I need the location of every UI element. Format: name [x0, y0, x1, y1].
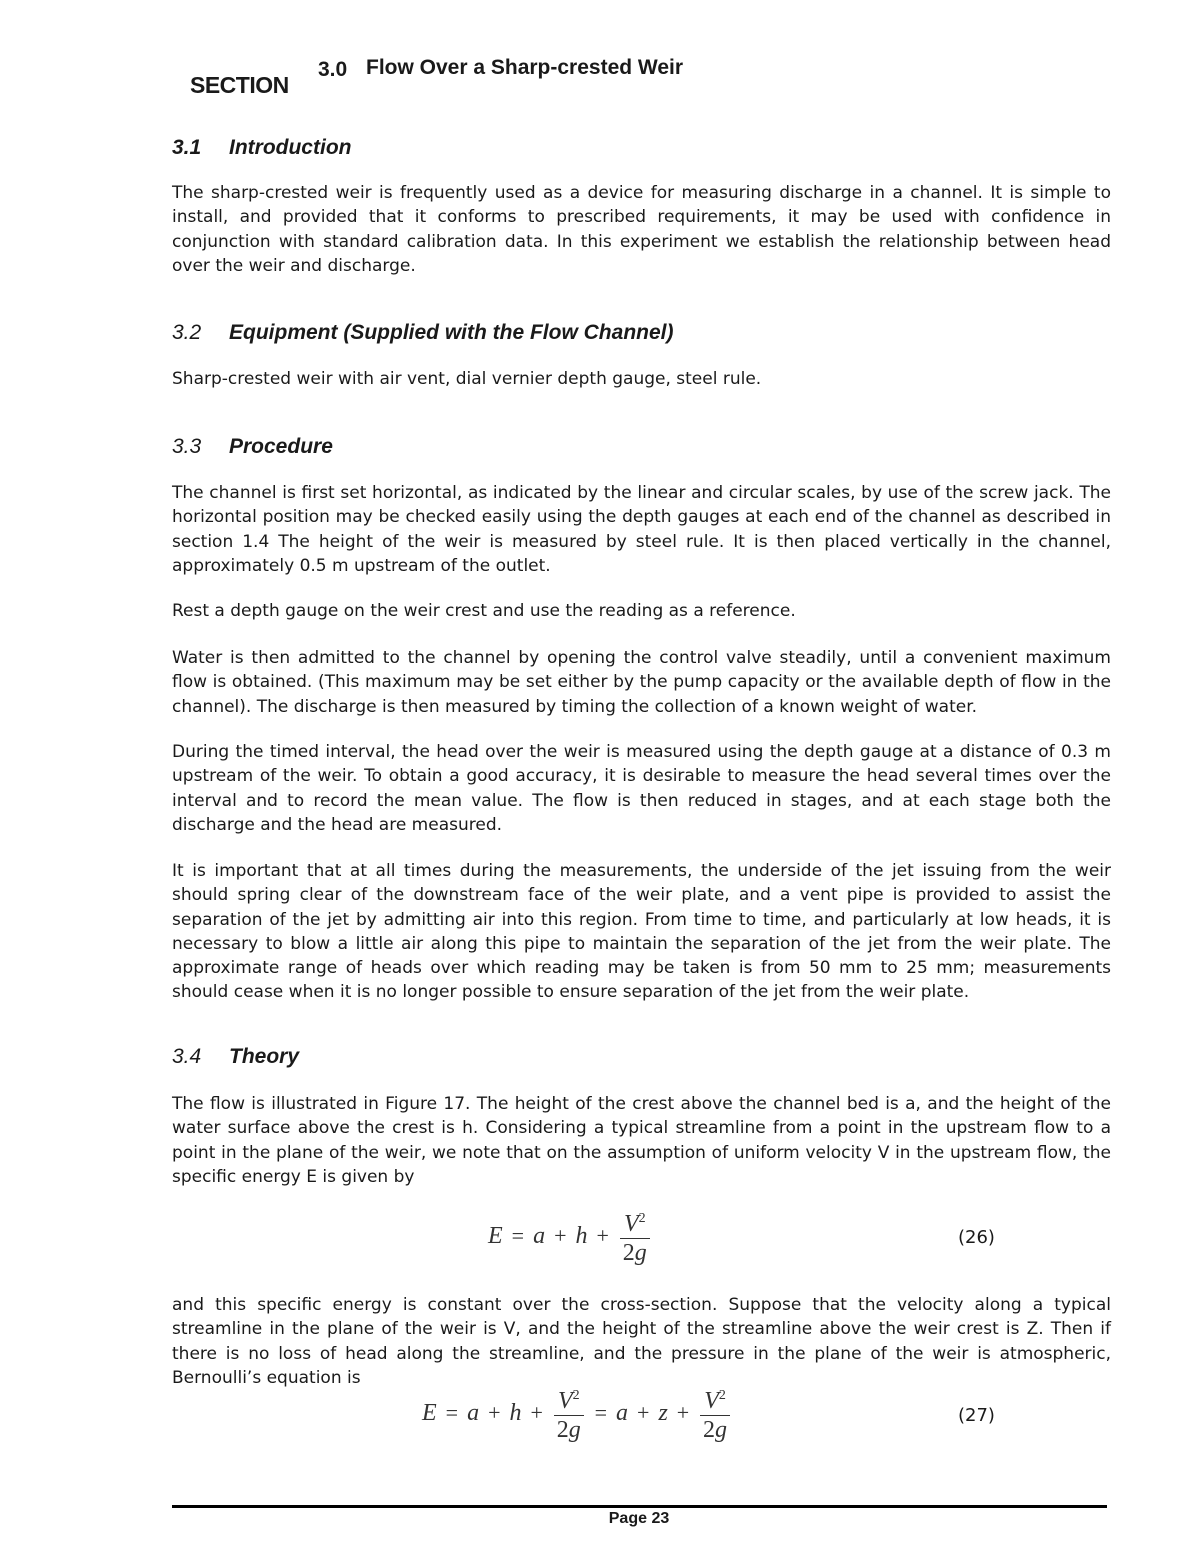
- chapter-title: Flow Over a Sharp-crested Weir: [366, 56, 684, 79]
- equation-26: [488, 1205, 652, 1267]
- eq-symbol: z: [658, 1399, 668, 1426]
- page-number: Page 23: [608, 1510, 670, 1527]
- eq-symbol: h: [509, 1399, 522, 1426]
- footer-rule: [172, 1505, 1107, 1508]
- fraction-denominator: [703, 1416, 727, 1444]
- eq-symbol: a: [533, 1222, 546, 1249]
- heading-number: 3.1: [172, 136, 202, 159]
- eq-symbol: V: [557, 1388, 573, 1414]
- paragraph-procedure-4: During the timed interval, the head over the weir is measured using the depth gauge at a distance of 0.3 m upstream of the weir. To obtain a good accuracy, it is desirable to measure the head several times over the interval and to record the mean value. The flow is then reduced in stages, and at each stage both the discharge and the head are measured.: [172, 742, 1111, 835]
- paragraph-procedure-3: Water is then admitted to the channel by opening the control valve steadily, until a convenient maximum flow is obtained. (This maximum may be set either by the pump capacity or the available depth of flow in the channel). The discharge is then measured by timing the collection of a known weight of water.: [172, 648, 1111, 717]
- fraction-numerator: [620, 1205, 650, 1239]
- eq-exponent: 2: [638, 1211, 646, 1226]
- fraction-denominator: [623, 1239, 647, 1267]
- heading-title: Theory: [229, 1045, 300, 1068]
- heading-theory: [172, 1045, 299, 1069]
- heading-title: Equipment (Supplied with the Flow Channel): [229, 321, 674, 344]
- eq-symbol: E: [422, 1399, 437, 1426]
- heading-procedure: [172, 435, 333, 459]
- eq-symbol: V: [704, 1388, 719, 1414]
- heading-title: Procedure: [229, 435, 333, 458]
- eq-exponent: 2: [572, 1388, 580, 1403]
- eq-symbol: g: [568, 1417, 581, 1443]
- eq-fraction: [554, 1382, 584, 1444]
- heading-number: 3.2: [172, 321, 202, 344]
- eq-symbol: h: [575, 1222, 588, 1249]
- paragraph-introduction: The sharp-crested weir is frequently used as a device for measuring discharge in a channel. It is simple to install, and provided that it conforms to prescribed requirements, it may be used with confidence in conjunction with standard calibration data. In this experiment we establish the relationship between head over the weir and discharge.: [172, 183, 1111, 276]
- eq-symbol: g: [715, 1417, 728, 1443]
- eq-symbol: E: [488, 1222, 503, 1249]
- eq-operator: +: [554, 1223, 567, 1248]
- eq-operator: =: [594, 1400, 608, 1425]
- heading-introduction: [172, 136, 351, 160]
- paragraph-equipment: Sharp-crested weir with air vent, dial vernier depth gauge, steel rule.: [172, 369, 762, 389]
- eq-operator: +: [676, 1400, 690, 1425]
- heading-title: Introduction: [229, 136, 352, 159]
- fraction-numerator: [554, 1382, 584, 1416]
- eq-symbol: a: [616, 1399, 629, 1426]
- equation-27: [422, 1382, 732, 1444]
- heading-number: 3.3: [172, 435, 202, 458]
- heading-number: 3.4: [172, 1045, 202, 1068]
- eq-symbol: 2: [622, 1240, 635, 1266]
- eq-symbol: 2: [556, 1417, 569, 1443]
- eq-operator: +: [596, 1223, 609, 1248]
- heading-equipment: [172, 321, 673, 345]
- chapter-number: 3.0: [318, 58, 348, 81]
- paragraph-theory-1: The flow is illustrated in Figure 17. The height of the crest above the channel bed is a, and the height of the water surface above the crest is h. Considering a typical streamline from a point in the upstream flow to a point in the plane of the weir, we note that on the assumption of uniform velocity V in the upstream flow, the specific energy E is given by: [172, 1094, 1111, 1187]
- eq-fraction: [700, 1382, 730, 1444]
- fraction-numerator: [700, 1382, 730, 1416]
- paragraph-theory-2: and this specific energy is constant over the cross-section. Suppose that the velocity along a typical streamline in the plane of the weir is V, and the height of the streamline above the weir crest is Z. Then if there is no loss of head along the streamline, and the pressure in the plane of the weir is atmospheric, Bernoulli’s equation is: [172, 1295, 1111, 1388]
- equation-number-27: (27): [958, 1405, 995, 1426]
- fraction-denominator: [557, 1416, 581, 1444]
- eq-symbol: V: [623, 1211, 639, 1237]
- equation-number-26: (26): [958, 1227, 995, 1248]
- paragraph-procedure-1: The channel is first set horizontal, as indicated by the linear and circular scales, by use of the screw jack. The horizontal position may be checked easily using the depth gauges at each end of the channel as described in section 1.4 The height of the weir is measured by steel rule. It is then placed vertically in the channel, approximately 0.5 m upstream of the outlet.: [172, 483, 1111, 576]
- eq-symbol: g: [634, 1240, 647, 1266]
- eq-operator: +: [637, 1400, 650, 1425]
- eq-exponent: 2: [718, 1388, 726, 1403]
- paragraph-procedure-5: It is important that at all times during the measurements, the underside of the jet issuing from the weir should spring clear of the downstream face of the weir plate, and a vent pipe is provided to assist the separation of the jet by admitting air into this region. From time to time, and particularly at low heads, it is necessary to blow a little air along this pipe to maintain the separation of the jet from the weir plate. The approximate range of heads over which reading may be taken is from 50 mm to 25 mm; measurements should cease when it is no longer possible to ensure separation of the jet from the weir plate.: [172, 861, 1111, 1003]
- section-label: SECTION: [190, 72, 289, 98]
- eq-symbol: 2: [703, 1417, 716, 1443]
- paragraph-procedure-2: Rest a depth gauge on the weir crest and use the reading as a reference.: [172, 601, 796, 621]
- eq-operator: +: [530, 1400, 543, 1425]
- eq-operator: +: [488, 1400, 501, 1425]
- eq-symbol: a: [467, 1399, 480, 1426]
- eq-operator: =: [511, 1223, 525, 1248]
- eq-operator: =: [445, 1400, 459, 1425]
- eq-fraction: [620, 1205, 650, 1267]
